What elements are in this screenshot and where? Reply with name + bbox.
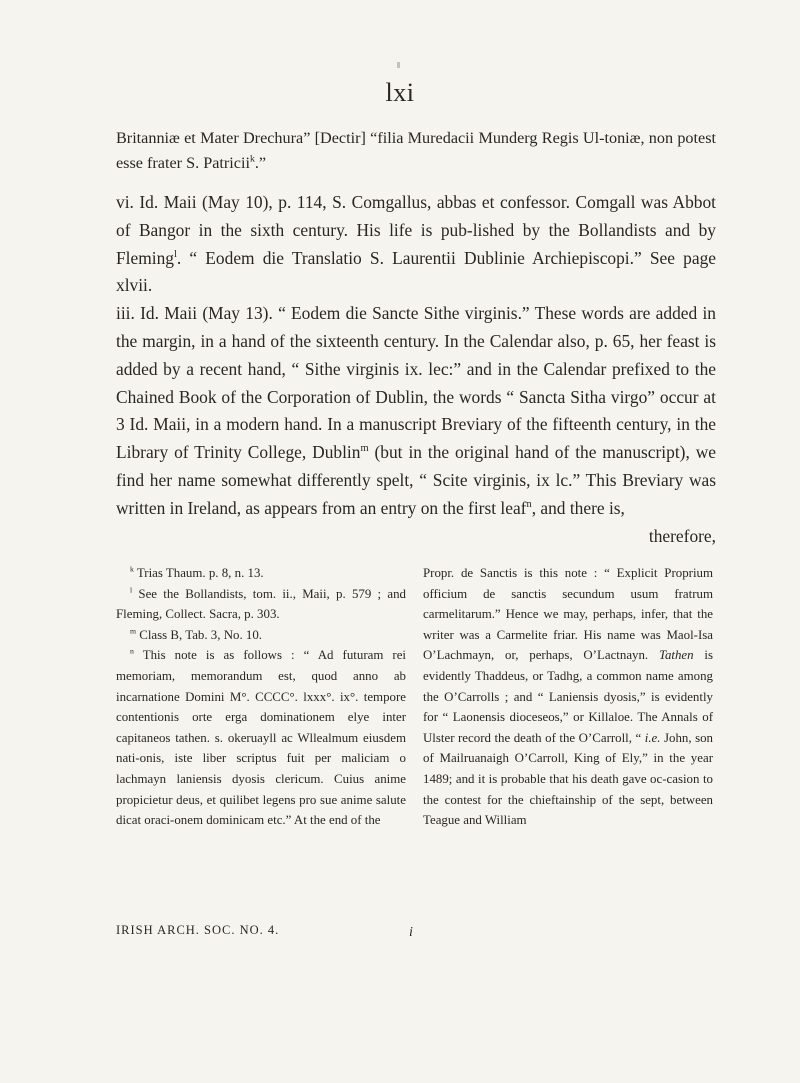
- footnote-text: John, son of Mailruanaigh O’Carroll, King of Ely,” in the year 1489; and it is probable that his death gave oc-casion to the contest for the chieftainship of the sept, between Teague and William: [423, 730, 713, 828]
- footnote-ref-m: m: [360, 443, 369, 455]
- footnote-mark: m: [130, 626, 137, 636]
- signature-line: IRISH ARCH. SOC. NO. 4.: [116, 923, 280, 937]
- footnote-n-continued: [423, 563, 713, 831]
- page-number: lxi: [385, 78, 415, 107]
- footnote-text: See the Bollandists, tom. ii., Maii, p. 579 ; and Fleming, Collect. Sacra, p. 303.: [116, 586, 406, 622]
- footnote-l: [116, 584, 406, 625]
- footnote-italic: Tathen: [658, 648, 694, 663]
- paragraph-text: vi. Id. Maii (May 10), p. 114, S. Comgallus, abbas et confessor. Comgall was Abbot of Bangor in the sixth century. His life is pub-lished by the Bollandists and by Fleming: [116, 192, 716, 268]
- footnotes-left-column: [116, 563, 406, 831]
- footnote-n: [116, 645, 406, 830]
- footnote-m: [116, 625, 406, 646]
- continuation-text-end: .”: [254, 154, 267, 172]
- footnote-ref-n: n: [526, 498, 532, 510]
- paragraph-sithe: [116, 300, 716, 522]
- signature-mark: i: [409, 925, 413, 940]
- continuation-text: Britanniæ et Mater Drechura” [Dectir] “filia Muredacii Munderg Regis Ul-toniæ, non potest esse frater S. Patricii: [116, 129, 716, 172]
- footnote-text: This note is as follows : “ Ad futuram rei memoriam, memorandum est, quod anno ab incarnatione Domini M°. CCCC°. lxxx°. ix°. tempore contentionis orte erga dominationem elye inter capitaneos tathen. s. okeruayll ac Wllealmum eiusdem nati-onis, iste liber scriptus fuit per maliciam o lachmayn laniensis dyosis clericum. Cuius anime propicietur deus, et quilibet legens pro sue anime salute dicat oraci-onem dominicam etc.” At the end of the: [116, 648, 406, 828]
- footnote-text: Propr. de Sanctis is this note : “ Explicit Proprium officium de sanctis secundum usum fratrum carmelitarum.” Hence we may, perhaps, infer, that the writer was a Carmelite friar. His name was Maol-Isa O’Lachmayn, or, perhaps, O’Lactnayn.: [423, 566, 713, 663]
- printer-speck: [397, 62, 400, 68]
- footnote-mark: l: [130, 585, 133, 595]
- footnote-text: Class B, Tab. 3, No. 10.: [136, 627, 263, 642]
- continuation-paragraph: [116, 126, 716, 176]
- paragraph-text: (but in the original hand of the manuscript), we find her name somewhat differently spelt, “ Scite virginis, ix lc.” This Breviary was written in Ireland, as appears from an entry on the first leaf: [116, 442, 716, 518]
- footnote-italic: i.e.: [644, 730, 661, 745]
- footnote-mark: n: [130, 647, 134, 657]
- paragraph-text: iii. Id. Maii (May 13). “ Eodem die Sancte Sithe virginis.” These words are added in the margin, in a hand of the sixteenth century. In the Calendar also, p. 65, her feast is added by a recent hand, “ Sithe virginis ix. lec:” and in the Calendar prefixed to the Chained Book of the Corporation of Dublin, the words “ Sancta Sitha virgo” occur at 3 Id. Maii, in a modern hand. In a manuscript Breviary of the fifteenth century, in the Library of Trinity College, Dublin: [116, 303, 716, 463]
- main-text: [116, 189, 716, 550]
- footnote-ref-k: k: [249, 153, 255, 165]
- paragraph-text: , and there is,: [531, 497, 625, 518]
- paragraph-text: . “ Eodem die Translatio S. Laurentii Dublinie Archiepiscopi.” See page xlvii.: [116, 247, 716, 296]
- footnote-mark: k: [130, 564, 134, 574]
- catchword: therefore,: [648, 525, 716, 546]
- footnote-ref-l: l: [173, 248, 177, 260]
- footnote-text: Trias Thaum. p. 8, n. 13.: [133, 566, 264, 580]
- footnote-text: is evidently Thaddeus, or Tadhg, a common name among the O’Carrolls ; and “ Laniensis dyosis,” is evidently for “ Laonensis dioceseos,” or Killaloe. The Annals of Ulster record the death of the O’Carroll, “: [423, 648, 713, 745]
- footnotes-right-column: [423, 563, 713, 831]
- paragraph-comgallus: [116, 189, 716, 300]
- footnote-k: [116, 563, 406, 584]
